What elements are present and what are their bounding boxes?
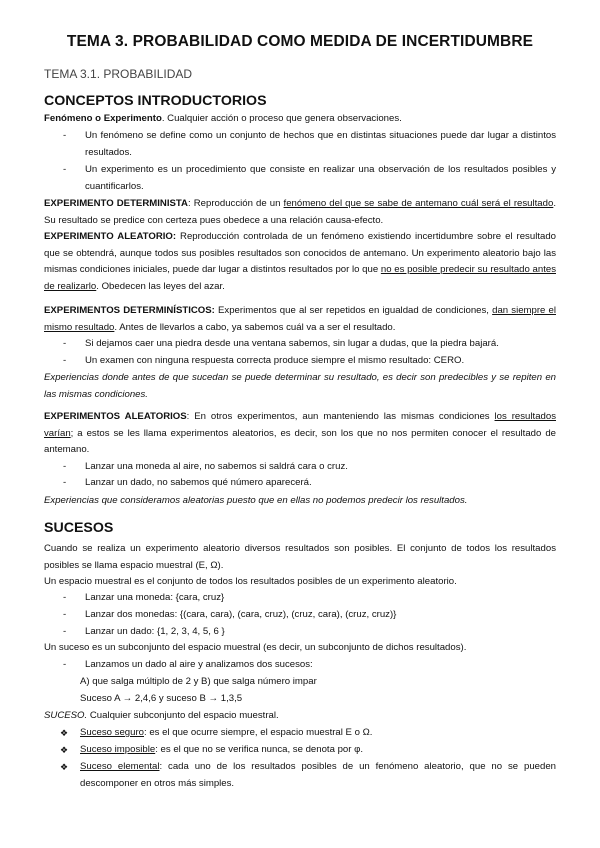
- dado-line-2: A) que salga múltiplo de 2 y B) que salga número impar: [80, 676, 317, 687]
- section-heading-conceptos: CONCEPTOS INTRODUCTORIOS: [44, 93, 267, 109]
- paragraph-fenomeno: Fenómeno o Experimento. Cualquier acción o proceso que genera observaciones.: [44, 113, 402, 124]
- bullet-item: ❖ Suceso seguro: es el que ocurre siempre, el espacio muestral E o Ω.: [80, 725, 556, 742]
- list-item: - Un examen con ninguna respuesta correcta produce siempre el mismo resultado: CERO.: [63, 355, 465, 366]
- diamond-bullet-icon: ❖: [60, 745, 69, 755]
- note-aleatorios: Experiencias que consideramos aleatorias puesto que en ellas no podemos predecir los resultados.: [44, 495, 468, 506]
- dado-line-3: Suceso A → 2,4,6 y suceso B → 1,3,5: [80, 693, 243, 704]
- page-title: TEMA 3. PROBABILIDAD COMO MEDIDA DE INCERTIDUMBRE: [66, 33, 534, 50]
- list-item: - Si dejamos caer una piedra desde una ventana sabemos, sin lugar a dudas, que la piedra bajará.: [63, 338, 499, 349]
- list-item: - Un experimento es un procedimiento que consiste en realizar una observación de los resultados posibles y cuantificarlos.: [63, 164, 556, 192]
- paragraph-determinista: EXPERIMENTO DETERMINISTA: Reproducción de un fenómeno del que se sabe de antemano cuál será el resultado. Su resultado se predice con certeza pues obedece a una relación causa-efecto.: [44, 198, 556, 226]
- list-item: - Lanzamos un dado al aire y analizamos dos sucesos:: [63, 659, 313, 670]
- paragraph-deterministicos: EXPERIMENTOS DETERMINÍSTICOS: Experimentos que al ser repetidos en igualdad de condiciones, dan siempre el mismo resultado. Antes de llevarlos a cabo, ya sabemos cuál va a ser el resultado.: [44, 305, 556, 333]
- paragraph-intro-sucesos: Cuando se realiza un experimento aleatorio diversos resultados son posibles. El conjunto de todos los resultados posibles se llama espacio muestral (E, Ω).: [44, 543, 556, 571]
- note-deterministicos: Experiencias donde antes de que sucedan se puede determinar su resultado, es decir son predecibles y se repiten en las mismas condiciones.: [44, 372, 556, 400]
- diamond-bullet-icon: ❖: [60, 762, 69, 772]
- bullet-item: ❖ Suceso elemental: cada uno de los resultados posibles de un fenómeno aleatorio, que no se pueden descomponer en otros más simples.: [60, 761, 556, 789]
- term-fenomeno: Fenómeno o Experimento: [44, 113, 162, 124]
- list-item: - Un fenómeno se define como un conjunto de hechos que en distintas situaciones puede dar lugar a distintos resultados.: [63, 130, 556, 158]
- diamond-bullet-icon: ❖: [60, 728, 69, 738]
- list-item: - Lanzar una moneda al aire, no sabemos si saldrá cara o cruz.: [63, 461, 348, 472]
- paragraph-aleatorio: EXPERIMENTO ALEATORIO: Reproducción controlada de un fenómeno existiendo incertidumbre sobre el resultado que se obtendrá, aunque todos sus posibles resultados son conocidos de antemano. Un experimento aleatorio bajo las mismas condiciones iniciales, puede dar lugar a distintos resultados por lo que no es posible predecir su resultado antes de realizarlo. Obedecen las leyes del azar.: [44, 231, 556, 292]
- paragraph-espacio-muestral: Un espacio muestral es el conjunto de todos los resultados posibles de un experimento aleatorio.: [44, 576, 457, 587]
- subtitle: TEMA 3.1. PROBABILIDAD: [44, 67, 193, 81]
- section-heading-sucesos: SUCESOS: [44, 520, 114, 536]
- paragraph-suceso: SUCESO. Cualquier subconjunto del espacio muestral.: [44, 710, 279, 721]
- paragraph-suceso-def: Un suceso es un subconjunto del espacio muestral (es decir, un subconjunto de dichos resultados).: [44, 642, 467, 653]
- paragraph-aleatorios: EXPERIMENTOS ALEATORIOS: En otros experimentos, aun manteniendo las mismas condiciones los resultados varían; a estos se les llama experimentos aleatorios, es decir, son los que no nos permiten conocer el resultado de antemano.: [44, 411, 556, 456]
- list-item: - Lanzar dos monedas: {(cara, cara), (cara, cruz), (cruz, cara), (cruz, cruz)}: [63, 609, 397, 620]
- list-item: - Lanzar un dado: {1, 2, 3, 4, 5, 6 }: [63, 626, 225, 637]
- list-item: - Lanzar un dado, no sabemos qué número aparecerá.: [63, 477, 312, 488]
- bullet-item: ❖ Suceso imposible: es el que no se verifica nunca, se denota por φ.: [80, 742, 556, 759]
- list-item: - Lanzar una moneda: {cara, cruz}: [63, 592, 225, 603]
